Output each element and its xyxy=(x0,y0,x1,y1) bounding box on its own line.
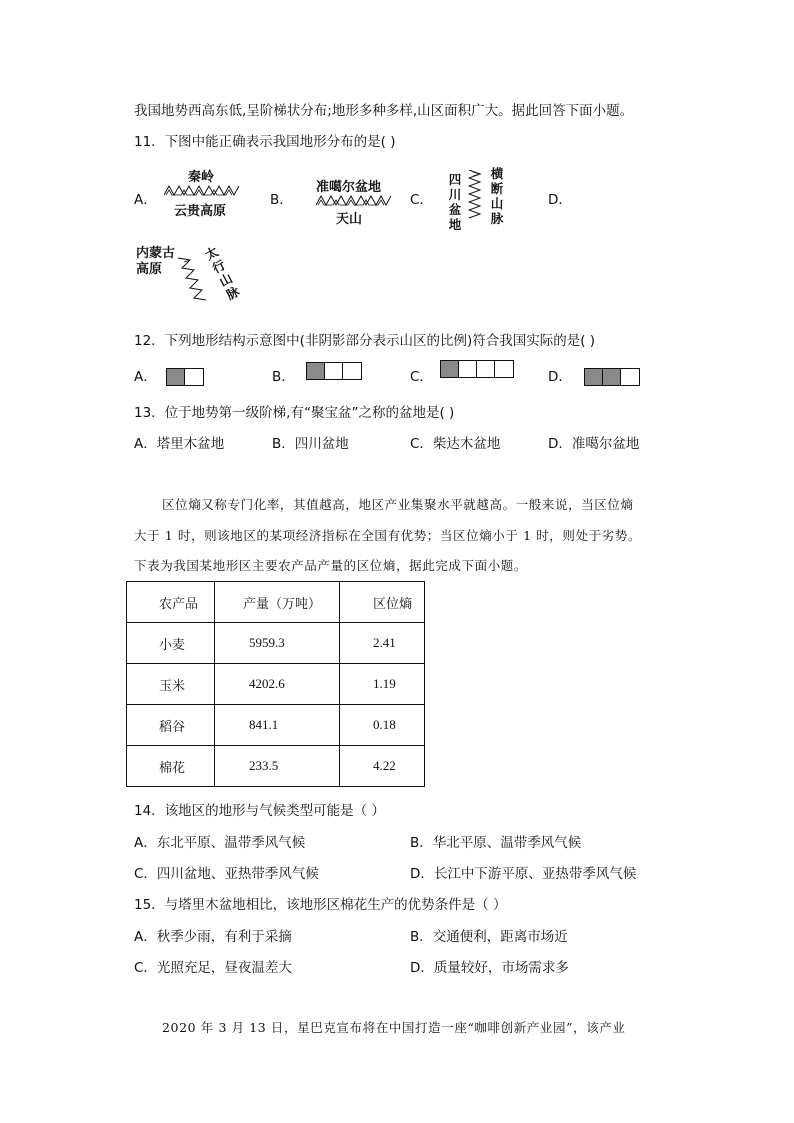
mountain-ridge-icon xyxy=(468,170,486,220)
q14-option-a: A．东北平原、温带季风气候 xyxy=(134,835,306,851)
label-junggar-basin: 准噶尔盆地 xyxy=(316,180,382,195)
cell-product: 玉米 xyxy=(127,664,215,705)
q12-option-d-label: D． xyxy=(548,369,572,385)
cell-quotient: 0.18 xyxy=(340,705,425,746)
intro-paragraph-2-line-2: 大于 1 时，则该地区的某项经济指标在全国有优势；当区位熵小于 1 时，则处于劣势。 xyxy=(134,528,642,543)
label-yungui-plateau: 云贵高原 xyxy=(174,204,227,219)
q13-option-a: A．塔里木盆地 xyxy=(134,436,225,452)
q12-option-a-label: A． xyxy=(134,369,157,385)
blank-cell xyxy=(477,361,495,377)
cell-quotient: 1.19 xyxy=(340,664,425,705)
shaded-cell xyxy=(441,361,459,377)
q11-option-c-diagram xyxy=(446,166,512,236)
mountain-ridge-icon xyxy=(176,256,210,306)
q14-option-b: B．华北平原、温带季风气候 xyxy=(410,835,582,851)
cell-output: 4202.6 xyxy=(215,664,340,705)
q11-option-d-label: D． xyxy=(548,192,572,208)
shaded-cell xyxy=(603,369,621,385)
label-taihang-mountains: 太行山脉 xyxy=(202,243,242,303)
question-11-stem: 11．下图中能正确表示我国地形分布的是( ) xyxy=(134,134,396,150)
intro-paragraph-1: 我国地势西高东低,呈阶梯状分布;地形多种多样,山区面积广大。据此回答下面小题。 xyxy=(134,103,634,119)
cell-output: 5959.3 xyxy=(215,623,340,664)
mountain-ridge-icon xyxy=(316,194,392,206)
q11-option-c-label: C． xyxy=(410,192,433,208)
q13-option-c: C．柴达木盆地 xyxy=(410,436,501,452)
q13-option-b: B．四川盆地 xyxy=(272,436,349,452)
q11-option-b-label: B． xyxy=(270,192,293,208)
label-hengduan-mountains: 横断山脉 xyxy=(490,166,504,226)
q14-option-d: D．长江中下游平原、亚热带季风气候 xyxy=(410,866,637,882)
q12-option-b-diagram xyxy=(306,362,362,380)
cell-product: 棉花 xyxy=(127,746,215,787)
q11-option-a-label: A． xyxy=(134,192,157,208)
shaded-cell xyxy=(167,369,185,385)
agri-products-table xyxy=(126,581,425,787)
q15-option-d: D．质量较好，市场需求多 xyxy=(410,960,569,976)
blank-cell xyxy=(185,369,203,385)
q13-option-d: D．准噶尔盆地 xyxy=(548,436,640,452)
q15-option-a: A．秋季少雨，有利于采摘 xyxy=(134,929,292,945)
label-sichuan-basin: 四川盆地 xyxy=(448,172,462,232)
q11-option-a-diagram xyxy=(162,166,242,220)
cell-output: 841.1 xyxy=(215,705,340,746)
q12-option-a-diagram xyxy=(166,368,204,386)
blank-cell xyxy=(621,369,639,385)
q12-option-c-diagram xyxy=(440,360,514,378)
q12-option-d-diagram xyxy=(584,368,640,386)
intro-paragraph-2-line-1: 区位熵又称专门化率，其值越高，地区产业集聚水平就越高。一般来说，当区位熵 xyxy=(162,497,634,512)
shaded-cell xyxy=(307,363,325,379)
label-inner-mongolia-plateau: 内蒙古高原 xyxy=(136,246,176,277)
intro-paragraph-3: 2020 年 3 月 13 日，星巴克宣布将在中国打造一座“咖啡创新产业园”，该产业 xyxy=(162,1020,626,1035)
header-product: 农产品 xyxy=(127,582,215,623)
q11-option-b-diagram xyxy=(314,176,394,226)
label-tianshan: 天山 xyxy=(336,212,363,227)
q15-option-b: B．交通便利，距离市场近 xyxy=(410,929,568,945)
question-12-stem: 12．下列地形结构示意图中(非阴影部分表示山区的比例)符合我国实际的是( ) xyxy=(134,333,596,349)
q12-option-c-label: C． xyxy=(410,369,433,385)
header-output: 产量（万吨） xyxy=(215,582,340,623)
cell-output: 233.5 xyxy=(215,746,340,787)
q15-option-c: C．光照充足，昼夜温差大 xyxy=(134,960,292,976)
question-14-stem: 14．该地区的地形与气候类型可能是（ ） xyxy=(134,803,385,819)
table-row xyxy=(127,746,425,787)
cell-quotient: 4.22 xyxy=(340,746,425,787)
label-qinling: 秦岭 xyxy=(188,170,215,185)
cell-product: 稻谷 xyxy=(127,705,215,746)
q12-option-b-label: B． xyxy=(272,369,295,385)
q14-option-c: C．四川盆地、亚热带季风气候 xyxy=(134,866,319,882)
table-header-row xyxy=(127,582,425,623)
shaded-cell xyxy=(585,369,603,385)
blank-cell xyxy=(343,363,361,379)
table-row xyxy=(127,664,425,705)
cell-product: 小麦 xyxy=(127,623,215,664)
question-13-stem: 13．位于地势第一级阶梯,有“聚宝盆”之称的盆地是( ) xyxy=(134,405,455,421)
table-row xyxy=(127,623,425,664)
header-location-quotient: 区位熵 xyxy=(340,582,425,623)
blank-cell xyxy=(325,363,343,379)
intro-paragraph-2-line-3: 下表为我国某地形区主要农产品产量的区位熵，据此完成下面小题。 xyxy=(134,558,528,573)
blank-cell xyxy=(459,361,477,377)
q11-option-d-diagram xyxy=(136,243,242,310)
blank-cell xyxy=(495,361,513,377)
question-15-stem: 15．与塔里木盆地相比，该地形区棉花生产的优势条件是（ ） xyxy=(134,897,507,913)
table-row xyxy=(127,705,425,746)
cell-quotient: 2.41 xyxy=(340,623,425,664)
mountain-ridge-icon xyxy=(164,184,240,196)
